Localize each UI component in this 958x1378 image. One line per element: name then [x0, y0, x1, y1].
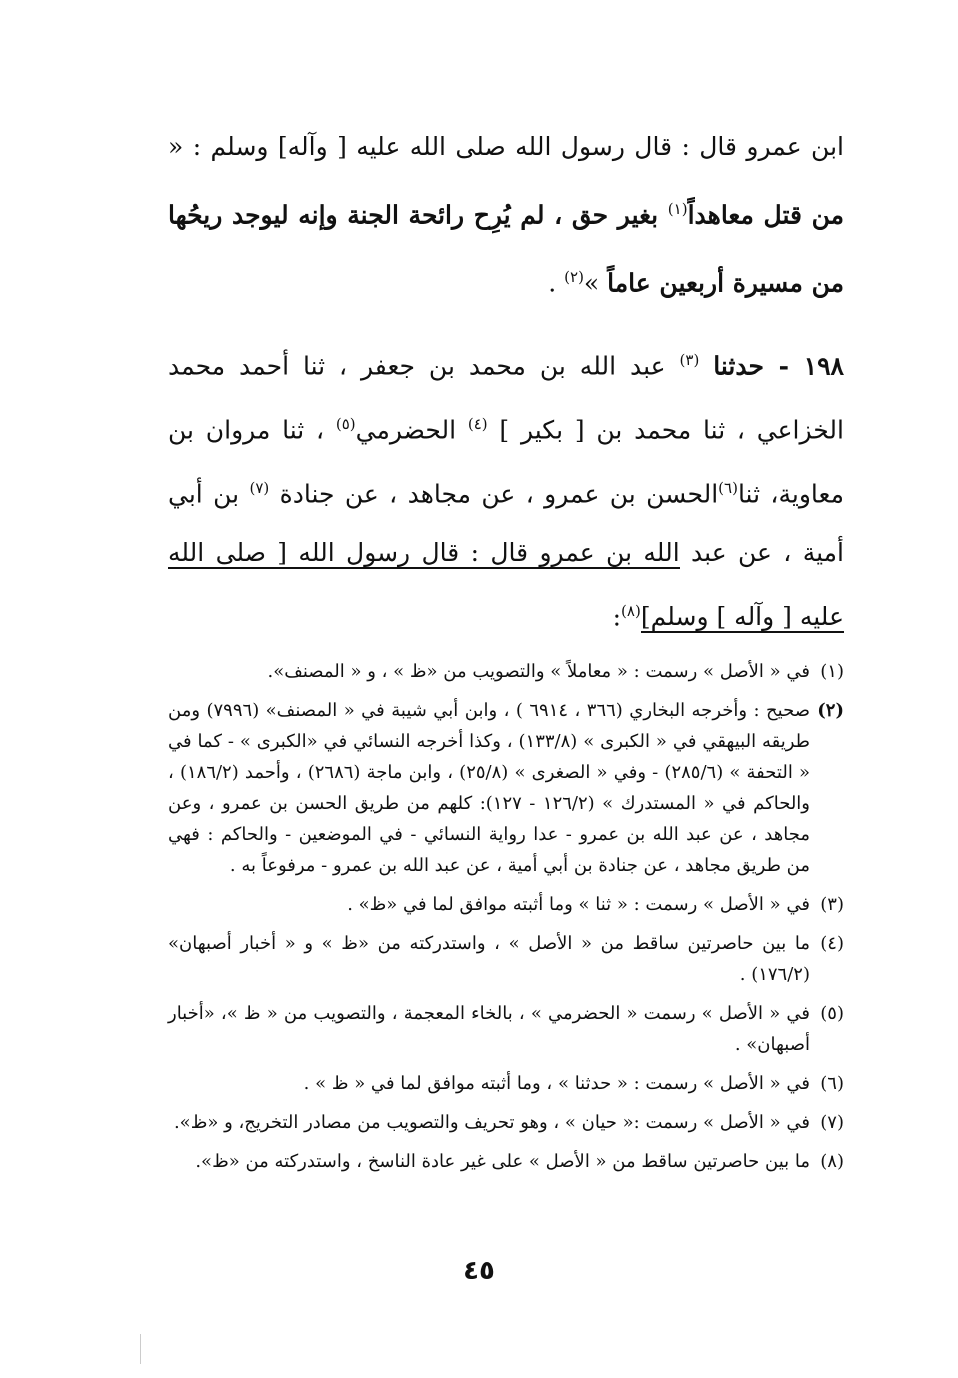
isnad-text-c: ، ثنا مروان بن معاوية، ثنا — [168, 415, 844, 509]
hadith-number: ١٩٨ - حدثنا — [713, 350, 844, 380]
footnote-3 — [168, 889, 844, 920]
isnad-text-a: عبد الله بن محمد بن جعفر ، ثنا أحمد محمد الخزاعي ، ثنا محمد بن [ بكير ] — [168, 350, 844, 445]
footnote-text: في « الأصل » رسمت « الحضرمي » ، بالخاء المعجمة ، والتصويب من « ظ »، «أخبار أصبهان» . — [168, 1002, 810, 1055]
footnote-text: في « الأصل » رسمت : « ثنا » وما أثبته موافق لما في «ظ» . — [347, 893, 810, 915]
footnote-number: (١) — [820, 660, 844, 682]
hadith-198 — [168, 331, 844, 646]
footnote-ref-2[interactable]: (٢) — [564, 268, 584, 287]
page-content — [168, 116, 844, 1185]
opening-text: ابن عمرو قال : قال رسول الله صلى الله عليه [ وآله] وسلم : « — [168, 132, 844, 161]
hadith-paragraph — [168, 331, 844, 646]
scan-edge-mark — [140, 1334, 141, 1364]
footnote-number: (٧) — [820, 1111, 844, 1133]
footnote-4 — [168, 928, 844, 990]
footnote-number: (٨) — [820, 1150, 844, 1172]
footnote-text: في « الأصل » رسمت : « حدثنا » ، وما أثبته موافق لما في « ظ » . — [303, 1072, 810, 1094]
footnote-number: (٦) — [820, 1072, 844, 1094]
colon: : — [612, 601, 622, 631]
footnote-ref-4[interactable]: (٤) — [467, 414, 488, 433]
quote-close: » — [583, 268, 608, 298]
footnote-number: (٤) — [820, 932, 844, 954]
footnote-ref-7[interactable]: (٧) — [249, 479, 270, 498]
page-number: ٤٥ — [463, 1256, 495, 1286]
footnote-ref-1[interactable]: (١) — [667, 200, 688, 218]
footnote-number: (٢) — [817, 699, 844, 721]
period: . — [548, 268, 565, 298]
footnote-ref-3[interactable]: (٣) — [679, 350, 700, 369]
hadith-text-bold: من قتل معاهداً — [687, 200, 845, 230]
footnote-text: صحيح : وأخرجه البخاري (٣٦٦ ، ٦٩١٤ ) ، وابن أبي شيبة في « المصنف» (٧٩٩٦) ومن طريقه البيهقي في « الكبرى » (١٣٣/٨) ، وكذا أخرجه النسائي في «الكبرى » - كما في « التحفة » (٢٨٥/٦) - وفي « الصغرى » (٢٥/٨) ، وابن ماجة (٢٦٨٦) ، وأحمد (١٨٦/٢) ، والحاكم في « المستدرك » (١٢٦/٢ - ١٢٧): كلهم من طريق الحسن بن عمرو ، وعن مجاهد ، عن عبد الله بن عمرو - عدا رواية النسائي - في الموضعين - والحاكم : فهي من طريق مجاهد ، عن جنادة بن أبي أمية ، عن عبد الله بن عمرو - مرفوعاً به . — [168, 699, 810, 876]
footnote-ref-5[interactable]: (٥) — [335, 414, 356, 433]
footnote-5 — [168, 998, 844, 1060]
footnote-ref-8[interactable]: (٨) — [621, 601, 641, 620]
underlined-isnad: الله بن عمرو قال : قال رسول الله [ صلى الله عليه [ وآله ] وسلم] — [168, 537, 844, 631]
footnote-number: (٥) — [820, 1002, 844, 1024]
isnad-text-e: بن أبي أمية ، عن عبد — [168, 479, 844, 567]
footnote-ref-6[interactable]: (٦) — [718, 479, 738, 498]
footnote-6 — [168, 1068, 844, 1099]
footnote-2 — [168, 695, 844, 881]
footnotes — [168, 656, 844, 1177]
footnote-text: في « الأصل » رسمت : « معاملاً » والتصويب من «ظ » ، و « المصنف». — [267, 660, 810, 682]
footnote-7 — [168, 1107, 844, 1138]
footnote-number: (٣) — [820, 893, 844, 915]
opening-paragraph — [168, 116, 844, 315]
footnote-text: في « الأصل » رسمت :« حيان » ، وهو تحريف والتصويب من مصادر التخريج، و «ظ». — [173, 1111, 810, 1133]
footnote-text: ما بين حاصرتين ساقط من « الأصل » ، واستدركته من «ظ » و « أخبار أصبهان» (١٧٦/٢) . — [168, 932, 810, 985]
hadith-text-bold-2: بغير حق ، لم يُرِح رائحة الجنة وإنه ليوجد ريحُها من مسيرة أربعين عاماً — [168, 200, 844, 298]
footnote-8 — [168, 1146, 844, 1177]
footnote-1 — [168, 656, 844, 687]
isnad-text-b: الحضرمي — [355, 415, 468, 445]
footnote-text: ما بين حاصرتين ساقط من « الأصل » على غير عادة الناسخ ، واستدركته من «ظ». — [195, 1150, 810, 1172]
isnad-text-d: الحسن بن عمرو ، عن مجاهد ، عن جنادة — [269, 479, 719, 509]
